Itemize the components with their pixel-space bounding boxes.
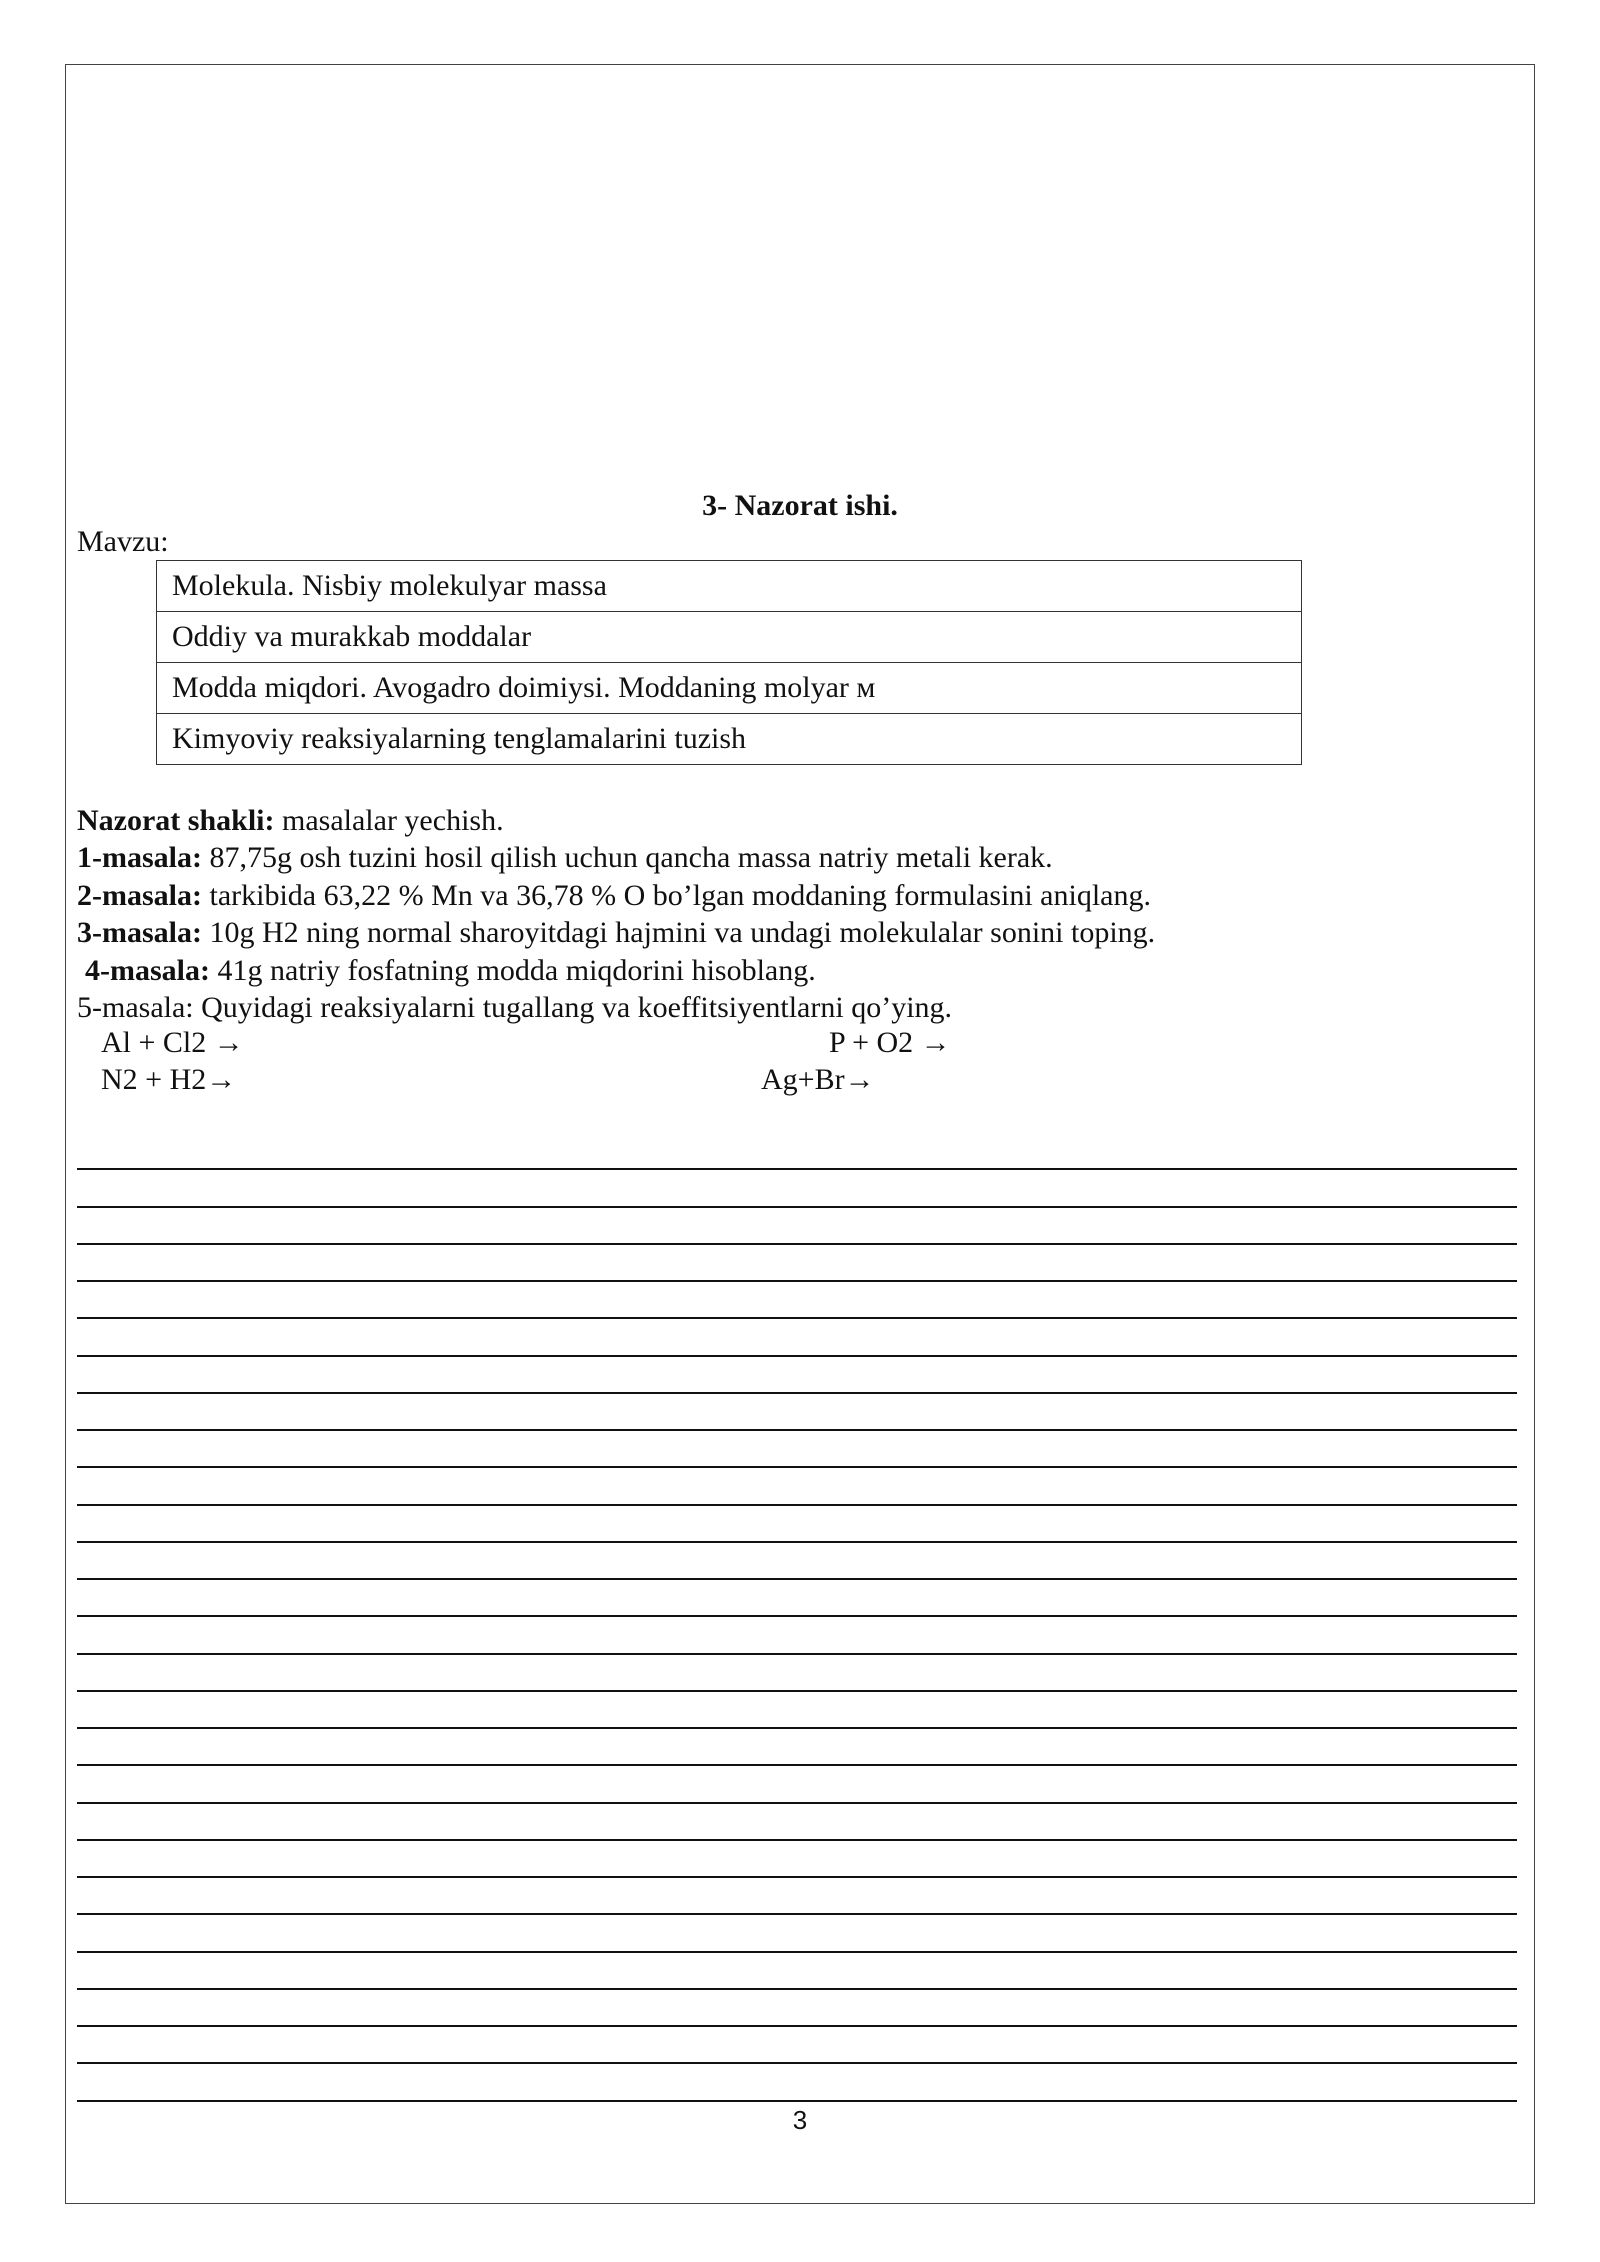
- problem-1: [77, 839, 1517, 876]
- answer-lines: [77, 1133, 1517, 2102]
- answer-line: [77, 1990, 1517, 2027]
- page-title: 3- Nazorat ishi.: [702, 489, 898, 522]
- problem-text: 87,75g osh tuzini hosil qilish uchun qancha massa natriy metali kerak.: [201, 841, 1053, 875]
- answer-line: [77, 1766, 1517, 1803]
- answer-line: [77, 1468, 1517, 1505]
- answer-line: [77, 1245, 1517, 1282]
- answer-line: [77, 2064, 1517, 2101]
- answer-line: [77, 1953, 1517, 1990]
- table-row: [157, 714, 1302, 765]
- page-number: 3: [792, 2105, 808, 2135]
- answer-line: [77, 1170, 1517, 1207]
- answer-line: [77, 1655, 1517, 1692]
- problem-4: [77, 952, 1517, 989]
- table-row: [157, 663, 1302, 714]
- equation-n2-h2: N2 + H2→: [101, 1063, 237, 1096]
- answer-line: [77, 1580, 1517, 1617]
- answer-line: [77, 1543, 1517, 1580]
- problem-label: 1-masala:: [77, 841, 202, 875]
- topic-cell: Kimyoviy reaksiyalarning tenglamalarini tuzish: [157, 714, 1302, 765]
- answer-line: [77, 1133, 1517, 1170]
- answer-line: [77, 1729, 1517, 1766]
- control-form-line: [77, 802, 1517, 839]
- problem-text: tarkibida 63,22 % Mn va 36,78 % O bo’lgan moddaning formulasini aniqlang.: [201, 878, 1151, 912]
- control-form-label: Nazorat shakli:: [77, 804, 275, 837]
- equation-p-o2: P + O2 →: [829, 1026, 951, 1059]
- table-row: [157, 612, 1302, 663]
- problem-text: 10g H2 ning normal sharoyitdagi hajmini va undagi molekulalar sonini toping.: [201, 916, 1156, 950]
- table-row: [157, 561, 1302, 612]
- answer-line: [77, 1357, 1517, 1394]
- topic-cell: Oddiy va murakkab moddalar: [157, 612, 1302, 663]
- answer-line: [77, 1692, 1517, 1729]
- answer-line: [77, 1282, 1517, 1319]
- answer-line: [77, 1319, 1517, 1356]
- answer-line: [77, 1915, 1517, 1952]
- topics-table: [156, 560, 1302, 765]
- answer-line: [77, 2027, 1517, 2064]
- equation-ag-br: Ag+Br→: [761, 1063, 875, 1096]
- topic-cell: Molekula. Nisbiy molekulyar massa: [157, 561, 1302, 612]
- equation-al-cl2: Al + Cl2 →: [101, 1026, 244, 1059]
- assignment-text: [77, 802, 1517, 1026]
- answer-line: [77, 1878, 1517, 1915]
- problem-3: [77, 914, 1517, 951]
- control-form-text: masalalar yechish.: [274, 804, 504, 837]
- problem-text: 41g natriy fosfatning modda miqdorini hisoblang.: [209, 953, 816, 987]
- answer-line: [77, 1394, 1517, 1431]
- problem-2: [77, 877, 1517, 914]
- problem-label: 4-masala:: [85, 953, 210, 987]
- answer-line: [77, 1208, 1517, 1245]
- answer-line: [77, 1841, 1517, 1878]
- problem-label: 2-masala:: [77, 878, 202, 912]
- answer-line: [77, 1617, 1517, 1654]
- mavzu-label: Mavzu:: [77, 525, 169, 558]
- problem-5: 5-masala: Quyidagi reaksiyalarni tugallang va koeffitsiyentlarni qo’ying.: [77, 991, 953, 1025]
- answer-line: [77, 1506, 1517, 1543]
- answer-line: [77, 1431, 1517, 1468]
- topic-cell: Modda miqdori. Avogadro doimiysi. Moddaning molyar м: [157, 663, 1302, 714]
- answer-line: [77, 1804, 1517, 1841]
- problem-label: 3-masala:: [77, 916, 202, 950]
